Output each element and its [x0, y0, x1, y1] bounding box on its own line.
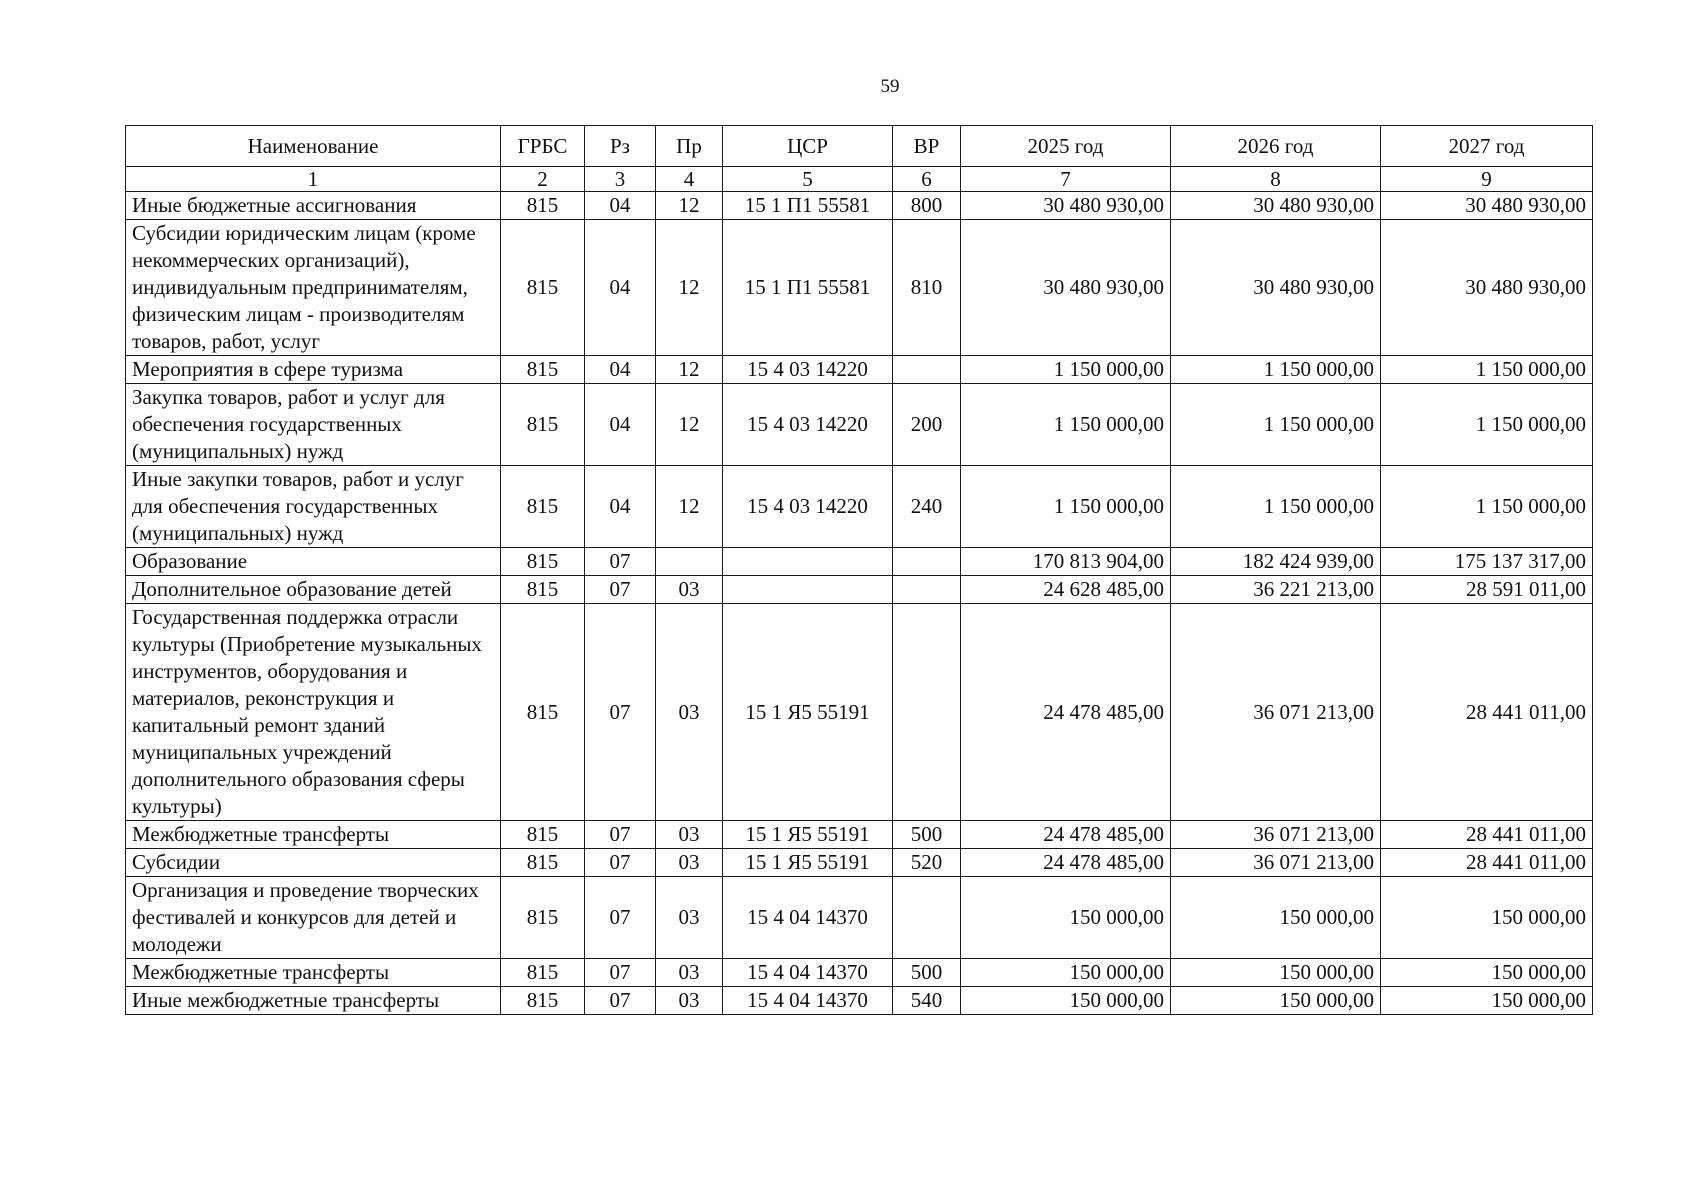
- cell-name: Мероприятия в сфере туризма: [126, 356, 501, 384]
- cell-2027: 1 150 000,00: [1381, 384, 1593, 466]
- cell-2026: 36 071 213,00: [1171, 821, 1381, 849]
- cell-csr: 15 4 04 14370: [723, 877, 893, 959]
- cell-grbs: 815: [501, 604, 585, 821]
- cell-rz: 04: [585, 192, 656, 220]
- table-row: [126, 220, 1593, 356]
- cell-vr: 540: [893, 987, 961, 1015]
- cell-2025: 150 000,00: [961, 959, 1171, 987]
- cell-vr: 500: [893, 959, 961, 987]
- header-vr: ВР: [893, 126, 961, 167]
- cell-name: Иные бюджетные ассигнования: [126, 192, 501, 220]
- cell-grbs: 815: [501, 384, 585, 466]
- cell-rz: 04: [585, 356, 656, 384]
- cell-name: Субсидии: [126, 849, 501, 877]
- cell-2027: 150 000,00: [1381, 959, 1593, 987]
- column-number: 6: [893, 167, 961, 192]
- cell-pr: 12: [656, 220, 723, 356]
- cell-2026: 36 071 213,00: [1171, 849, 1381, 877]
- cell-name: Закупка товаров, работ и услуг для обеспечения государственных (муниципальных) нужд: [126, 384, 501, 466]
- cell-name: Образование: [126, 548, 501, 576]
- cell-pr: 03: [656, 604, 723, 821]
- cell-2025: 170 813 904,00: [961, 548, 1171, 576]
- cell-pr: 12: [656, 356, 723, 384]
- cell-rz: 04: [585, 220, 656, 356]
- cell-grbs: 815: [501, 576, 585, 604]
- cell-csr: 15 1 П1 55581: [723, 220, 893, 356]
- cell-2027: 28 441 011,00: [1381, 604, 1593, 821]
- cell-pr: 12: [656, 466, 723, 548]
- cell-name: Дополнительное образование детей: [126, 576, 501, 604]
- cell-2027: 30 480 930,00: [1381, 220, 1593, 356]
- column-number: 9: [1381, 167, 1593, 192]
- cell-2025: 1 150 000,00: [961, 356, 1171, 384]
- cell-csr: 15 4 04 14370: [723, 987, 893, 1015]
- cell-csr: 15 4 03 14220: [723, 356, 893, 384]
- cell-grbs: 815: [501, 466, 585, 548]
- cell-2025: 1 150 000,00: [961, 384, 1171, 466]
- cell-2025: 30 480 930,00: [961, 220, 1171, 356]
- cell-rz: 07: [585, 987, 656, 1015]
- cell-grbs: 815: [501, 821, 585, 849]
- table-row: [126, 576, 1593, 604]
- header-2025: 2025 год: [961, 126, 1171, 167]
- header-csr: ЦСР: [723, 126, 893, 167]
- cell-vr: 240: [893, 466, 961, 548]
- cell-csr: 15 4 04 14370: [723, 959, 893, 987]
- cell-2026: 150 000,00: [1171, 877, 1381, 959]
- column-number: 1: [126, 167, 501, 192]
- cell-2025: 24 628 485,00: [961, 576, 1171, 604]
- cell-2026: 1 150 000,00: [1171, 466, 1381, 548]
- cell-name: Иные межбюджетные трансферты: [126, 987, 501, 1015]
- cell-rz: 04: [585, 384, 656, 466]
- table-row: [126, 384, 1593, 466]
- cell-pr: 03: [656, 576, 723, 604]
- column-number: 8: [1171, 167, 1381, 192]
- cell-2026: 182 424 939,00: [1171, 548, 1381, 576]
- cell-csr: 15 1 Я5 55191: [723, 849, 893, 877]
- table-row: [126, 877, 1593, 959]
- column-number: 4: [656, 167, 723, 192]
- page-number: 59: [880, 76, 900, 97]
- column-number: 3: [585, 167, 656, 192]
- header-pr: Пр: [656, 126, 723, 167]
- header-grbs: ГРБС: [501, 126, 585, 167]
- cell-2026: 30 480 930,00: [1171, 192, 1381, 220]
- cell-grbs: 815: [501, 220, 585, 356]
- cell-rz: 07: [585, 604, 656, 821]
- budget-table: [125, 125, 1593, 1015]
- cell-vr: 800: [893, 192, 961, 220]
- header-2026: 2026 год: [1171, 126, 1381, 167]
- cell-2027: 150 000,00: [1381, 987, 1593, 1015]
- cell-csr: 15 1 П1 55581: [723, 192, 893, 220]
- cell-vr: [893, 604, 961, 821]
- cell-grbs: 815: [501, 192, 585, 220]
- table-row: [126, 987, 1593, 1015]
- table-row: [126, 192, 1593, 220]
- cell-2027: 150 000,00: [1381, 877, 1593, 959]
- column-number: 5: [723, 167, 893, 192]
- cell-pr: 03: [656, 959, 723, 987]
- cell-grbs: 815: [501, 356, 585, 384]
- cell-csr: 15 1 Я5 55191: [723, 604, 893, 821]
- column-number: 2: [501, 167, 585, 192]
- cell-rz: 04: [585, 466, 656, 548]
- cell-name: Организация и проведение творческих фестивалей и конкурсов для детей и молодежи: [126, 877, 501, 959]
- cell-csr: 15 1 Я5 55191: [723, 821, 893, 849]
- cell-grbs: 815: [501, 849, 585, 877]
- header-rz: Рз: [585, 126, 656, 167]
- cell-rz: 07: [585, 548, 656, 576]
- cell-2027: 30 480 930,00: [1381, 192, 1593, 220]
- cell-grbs: 815: [501, 548, 585, 576]
- cell-name: Государственная поддержка отрасли культуры (Приобретение музыкальных инструментов, оборудования и материалов, реконструкция и капитальный ремонт зданий муниципальных учреждений дополнительного образования сферы культуры): [126, 604, 501, 821]
- cell-vr: 810: [893, 220, 961, 356]
- cell-2027: 1 150 000,00: [1381, 356, 1593, 384]
- cell-csr: 15 4 03 14220: [723, 466, 893, 548]
- cell-vr: [893, 548, 961, 576]
- table-row: [126, 821, 1593, 849]
- cell-2025: 1 150 000,00: [961, 466, 1171, 548]
- cell-2026: 36 071 213,00: [1171, 604, 1381, 821]
- cell-2026: 150 000,00: [1171, 959, 1381, 987]
- table-row: [126, 466, 1593, 548]
- cell-vr: 500: [893, 821, 961, 849]
- cell-pr: 12: [656, 192, 723, 220]
- cell-name: Межбюджетные трансферты: [126, 821, 501, 849]
- cell-name: Иные закупки товаров, работ и услуг для обеспечения государственных (муниципальных) нужд: [126, 466, 501, 548]
- cell-2026: 30 480 930,00: [1171, 220, 1381, 356]
- cell-2025: 24 478 485,00: [961, 821, 1171, 849]
- cell-grbs: 815: [501, 987, 585, 1015]
- cell-2026: 150 000,00: [1171, 987, 1381, 1015]
- cell-rz: 07: [585, 959, 656, 987]
- cell-rz: 07: [585, 576, 656, 604]
- cell-vr: [893, 877, 961, 959]
- header-2027: 2027 год: [1381, 126, 1593, 167]
- cell-rz: 07: [585, 849, 656, 877]
- cell-pr: 03: [656, 849, 723, 877]
- cell-pr: [656, 548, 723, 576]
- cell-2027: 28 441 011,00: [1381, 849, 1593, 877]
- cell-2025: 150 000,00: [961, 877, 1171, 959]
- table-row: [126, 959, 1593, 987]
- cell-vr: [893, 576, 961, 604]
- cell-2025: 150 000,00: [961, 987, 1171, 1015]
- cell-2027: 1 150 000,00: [1381, 466, 1593, 548]
- cell-name: Субсидии юридическим лицам (кроме некоммерческих организаций), индивидуальным предпринимателям, физическим лицам - производителям товаров, работ, услуг: [126, 220, 501, 356]
- cell-pr: 03: [656, 877, 723, 959]
- cell-pr: 03: [656, 987, 723, 1015]
- header-name: Наименование: [126, 126, 501, 167]
- cell-grbs: 815: [501, 877, 585, 959]
- cell-grbs: 815: [501, 959, 585, 987]
- column-number: 7: [961, 167, 1171, 192]
- cell-rz: 07: [585, 821, 656, 849]
- cell-vr: [893, 356, 961, 384]
- table-row: [126, 356, 1593, 384]
- cell-2027: 28 591 011,00: [1381, 576, 1593, 604]
- table-row: [126, 849, 1593, 877]
- cell-2025: 24 478 485,00: [961, 849, 1171, 877]
- cell-csr: [723, 576, 893, 604]
- cell-csr: [723, 548, 893, 576]
- cell-vr: 520: [893, 849, 961, 877]
- cell-2027: 175 137 317,00: [1381, 548, 1593, 576]
- cell-2026: 36 221 213,00: [1171, 576, 1381, 604]
- cell-2025: 24 478 485,00: [961, 604, 1171, 821]
- cell-2026: 1 150 000,00: [1171, 384, 1381, 466]
- cell-pr: 03: [656, 821, 723, 849]
- header-row: [126, 126, 1593, 167]
- table-row: [126, 548, 1593, 576]
- cell-pr: 12: [656, 384, 723, 466]
- cell-2025: 30 480 930,00: [961, 192, 1171, 220]
- cell-vr: 200: [893, 384, 961, 466]
- cell-2027: 28 441 011,00: [1381, 821, 1593, 849]
- cell-rz: 07: [585, 877, 656, 959]
- cell-csr: 15 4 03 14220: [723, 384, 893, 466]
- column-number-row: [126, 167, 1593, 192]
- cell-2026: 1 150 000,00: [1171, 356, 1381, 384]
- cell-name: Межбюджетные трансферты: [126, 959, 501, 987]
- table-row: [126, 604, 1593, 821]
